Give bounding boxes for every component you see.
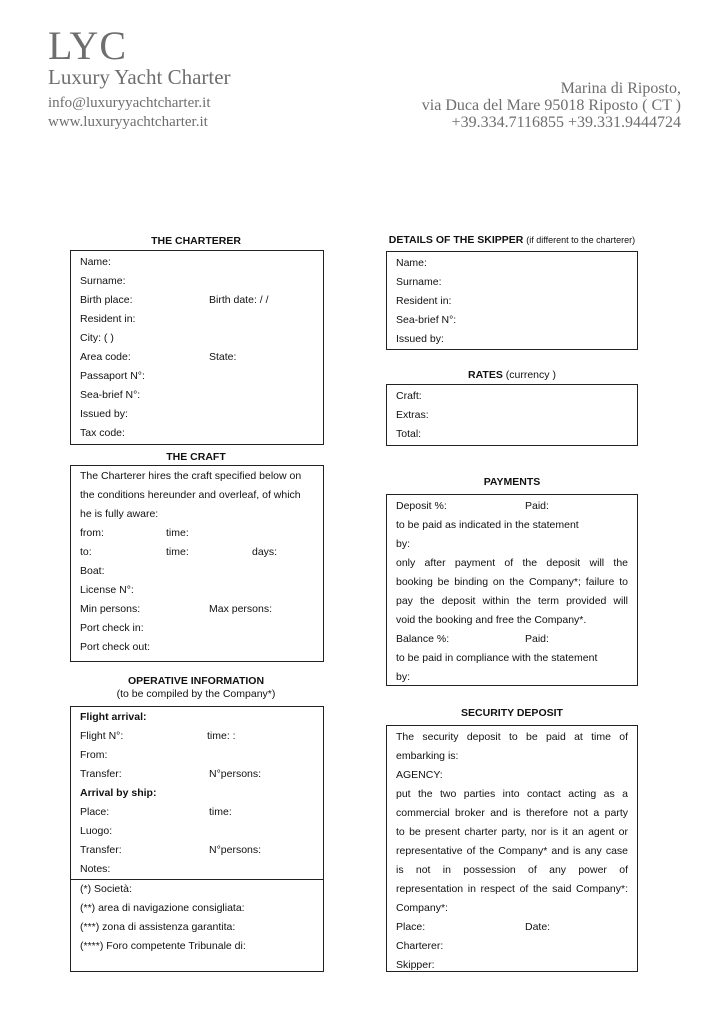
rates-craft-field[interactable]: Craft: [396,390,422,402]
charterer-surname-field[interactable]: Surname: [80,275,126,287]
rates-extras-field[interactable]: Extras: [396,409,429,421]
charterer-tax-code-field[interactable]: Tax code: [80,427,125,439]
company-website[interactable]: www.luxuryyachtcharter.it [48,114,208,130]
area-navigazione-field[interactable]: (**) area di navigazione consigliata: [80,902,245,914]
craft-box [70,465,324,662]
ship-transfer-row [80,841,314,860]
security-text-line: is not in possession of any power of [396,864,628,876]
flight-transfer-row [80,765,314,784]
company-name: Luxury Yacht Charter [48,65,231,89]
address-line-1: Marina di Riposto, [560,80,681,97]
ship-persons-field[interactable]: N°persons: [209,844,262,856]
zona-assistenza-field[interactable]: (***) zona di assistenza garantita: [80,921,236,933]
payment-text-line: pay the deposit within the term provided will [396,595,628,607]
flight-time-field[interactable]: time: : [207,730,236,742]
charterer-box [70,250,324,445]
charterer-city-field[interactable]: City: ( ) [80,332,114,344]
operative-subheading: (to be compiled by the Company*) [116,688,276,700]
deposit-paid-field[interactable]: Paid: [525,500,549,512]
days-field[interactable]: days: [252,546,278,558]
skipper-signature-field[interactable]: Skipper: [396,959,435,971]
birth-place-field[interactable]: Birth place: [80,294,133,306]
flight-transfer-field[interactable]: Transfer: [80,768,122,780]
craft-intro-line: he is fully aware: [80,508,159,520]
flight-arrival-label: Flight arrival: [80,711,147,723]
max-persons-field[interactable]: Max persons: [209,603,273,615]
charterer-passport-field[interactable]: Passaport N°: [80,370,145,382]
address-line-2: via Duca del Mare 95018 Riposto ( CT ) [421,97,681,114]
charterer-signature-field[interactable]: Charterer: [396,940,444,952]
balance-percent-field[interactable]: Balance %: [396,633,450,645]
from-time-field[interactable]: time: [166,527,189,539]
flight-from-field[interactable]: From: [80,749,108,761]
skipper-name-field[interactable]: Name: [396,257,427,269]
deposit-percent-field[interactable]: Deposit %: [396,500,447,512]
skipper-heading: DETAILS OF THE SKIPPER (if different to the charterer) [388,234,636,246]
ship-place-field[interactable]: Place: [80,806,110,818]
deposit-row [396,497,628,516]
payment-text-line: to be paid as indicated in the statement [396,519,579,531]
security-heading: SECURITY DEPOSIT [461,707,563,719]
port-check-out-field[interactable]: Port check out: [80,641,151,653]
skipper-sea-brief-field[interactable]: Sea-brief N°: [396,314,457,326]
flight-persons-field[interactable]: N°persons: [209,768,262,780]
company-field[interactable]: Company*: [396,902,448,914]
balance-paid-field[interactable]: Paid: [525,633,549,645]
craft-intro-line: The Charterer hires the craft specified below on [80,470,302,482]
craft-heading: THE CRAFT [166,451,226,463]
operative-heading: OPERATIVE INFORMATION [127,675,265,687]
skipper-surname-field[interactable]: Surname: [396,276,442,288]
societa-field[interactable]: (*) Società: [80,883,132,895]
flight-number-field[interactable]: Flight N°: [80,730,124,742]
skipper-resident-field[interactable]: Resident in: [396,295,452,307]
payment-text-line: only after payment of the deposit will the [396,557,628,569]
charterer-name-field[interactable]: Name: [80,256,111,268]
notes-field[interactable]: Notes: [80,863,111,875]
balance-by-field[interactable]: by: [396,671,411,683]
rates-total-field[interactable]: Total: [396,428,422,440]
date-field[interactable]: Date: [525,921,551,933]
skipper-box [386,251,638,350]
charterer-issued-by-field[interactable]: Issued by: [80,408,128,420]
charterer-area-row [80,348,314,367]
charterer-resident-field[interactable]: Resident in: [80,313,136,325]
min-persons-field[interactable]: Min persons: [80,603,141,615]
payment-text-line: booking be binding on the Company*; failure to [396,576,628,588]
operative-box [70,706,324,972]
security-text-line: put the two parties into contact acting as a [396,788,628,800]
security-text-line: embarking is: [396,750,459,762]
arrival-by-ship-label: Arrival by ship: [80,787,157,799]
place-field[interactable]: Place: [396,921,426,933]
security-text-line: The security deposit to be paid at time of [396,731,628,743]
from-field[interactable]: from: [80,527,104,539]
birth-date-field[interactable]: Birth date: / / [209,294,269,306]
payments-heading: PAYMENTS [483,476,541,488]
license-field[interactable]: License N°: [80,584,134,596]
boat-field[interactable]: Boat: [80,565,105,577]
charterer-birth-row [80,291,314,310]
company-logo: LYC [48,23,127,68]
security-box [386,725,638,972]
rates-heading: RATES (currency ) [468,369,556,381]
charterer-heading: THE CHARTERER [151,235,241,247]
payment-text-line: to be paid in compliance with the statement [396,652,598,664]
deposit-by-field[interactable]: by: [396,538,411,550]
port-check-in-field[interactable]: Port check in: [80,622,144,634]
payment-text-line: void the booking and free the Company*. [396,614,587,626]
rates-box [386,384,638,446]
security-text-line: representation in respect of the said Company*: [396,883,628,895]
craft-intro-line: the conditions hereunder and overleaf, of which [80,489,301,501]
craft-persons-row [80,600,314,619]
flight-row [80,727,314,746]
craft-to-row [80,543,314,562]
area-code-field[interactable]: Area code: [80,351,131,363]
phone-numbers: +39.334.7116855 +39.331.9444724 [451,114,681,131]
company-email[interactable]: info@luxuryyachtcharter.it [48,95,211,111]
balance-row [396,630,628,649]
payments-box [386,494,638,686]
security-text-line: commercial broker and is therefore not a party [396,807,628,819]
ship-transfer-field[interactable]: Transfer: [80,844,122,856]
foro-competente-field[interactable]: (****) Foro competente Tribunale di: [80,940,246,952]
skipper-issued-by-field[interactable]: Issued by: [396,333,444,345]
luogo-field[interactable]: Luogo: [80,825,113,837]
agency-field[interactable]: AGENCY: [396,769,443,781]
to-time-field[interactable]: time: [166,546,189,558]
place-date-row [396,918,628,937]
state-field[interactable]: State: [209,351,237,363]
ship-row [80,803,314,822]
ship-time-field[interactable]: time: [209,806,232,818]
to-field[interactable]: to: [80,546,92,558]
charterer-sea-brief-field[interactable]: Sea-brief N°: [80,389,141,401]
security-text-line: to be present charter party, nor is it an agent or [396,826,628,838]
security-text-line: representative of the Company* and is any case [396,845,628,857]
craft-from-row [80,524,314,543]
